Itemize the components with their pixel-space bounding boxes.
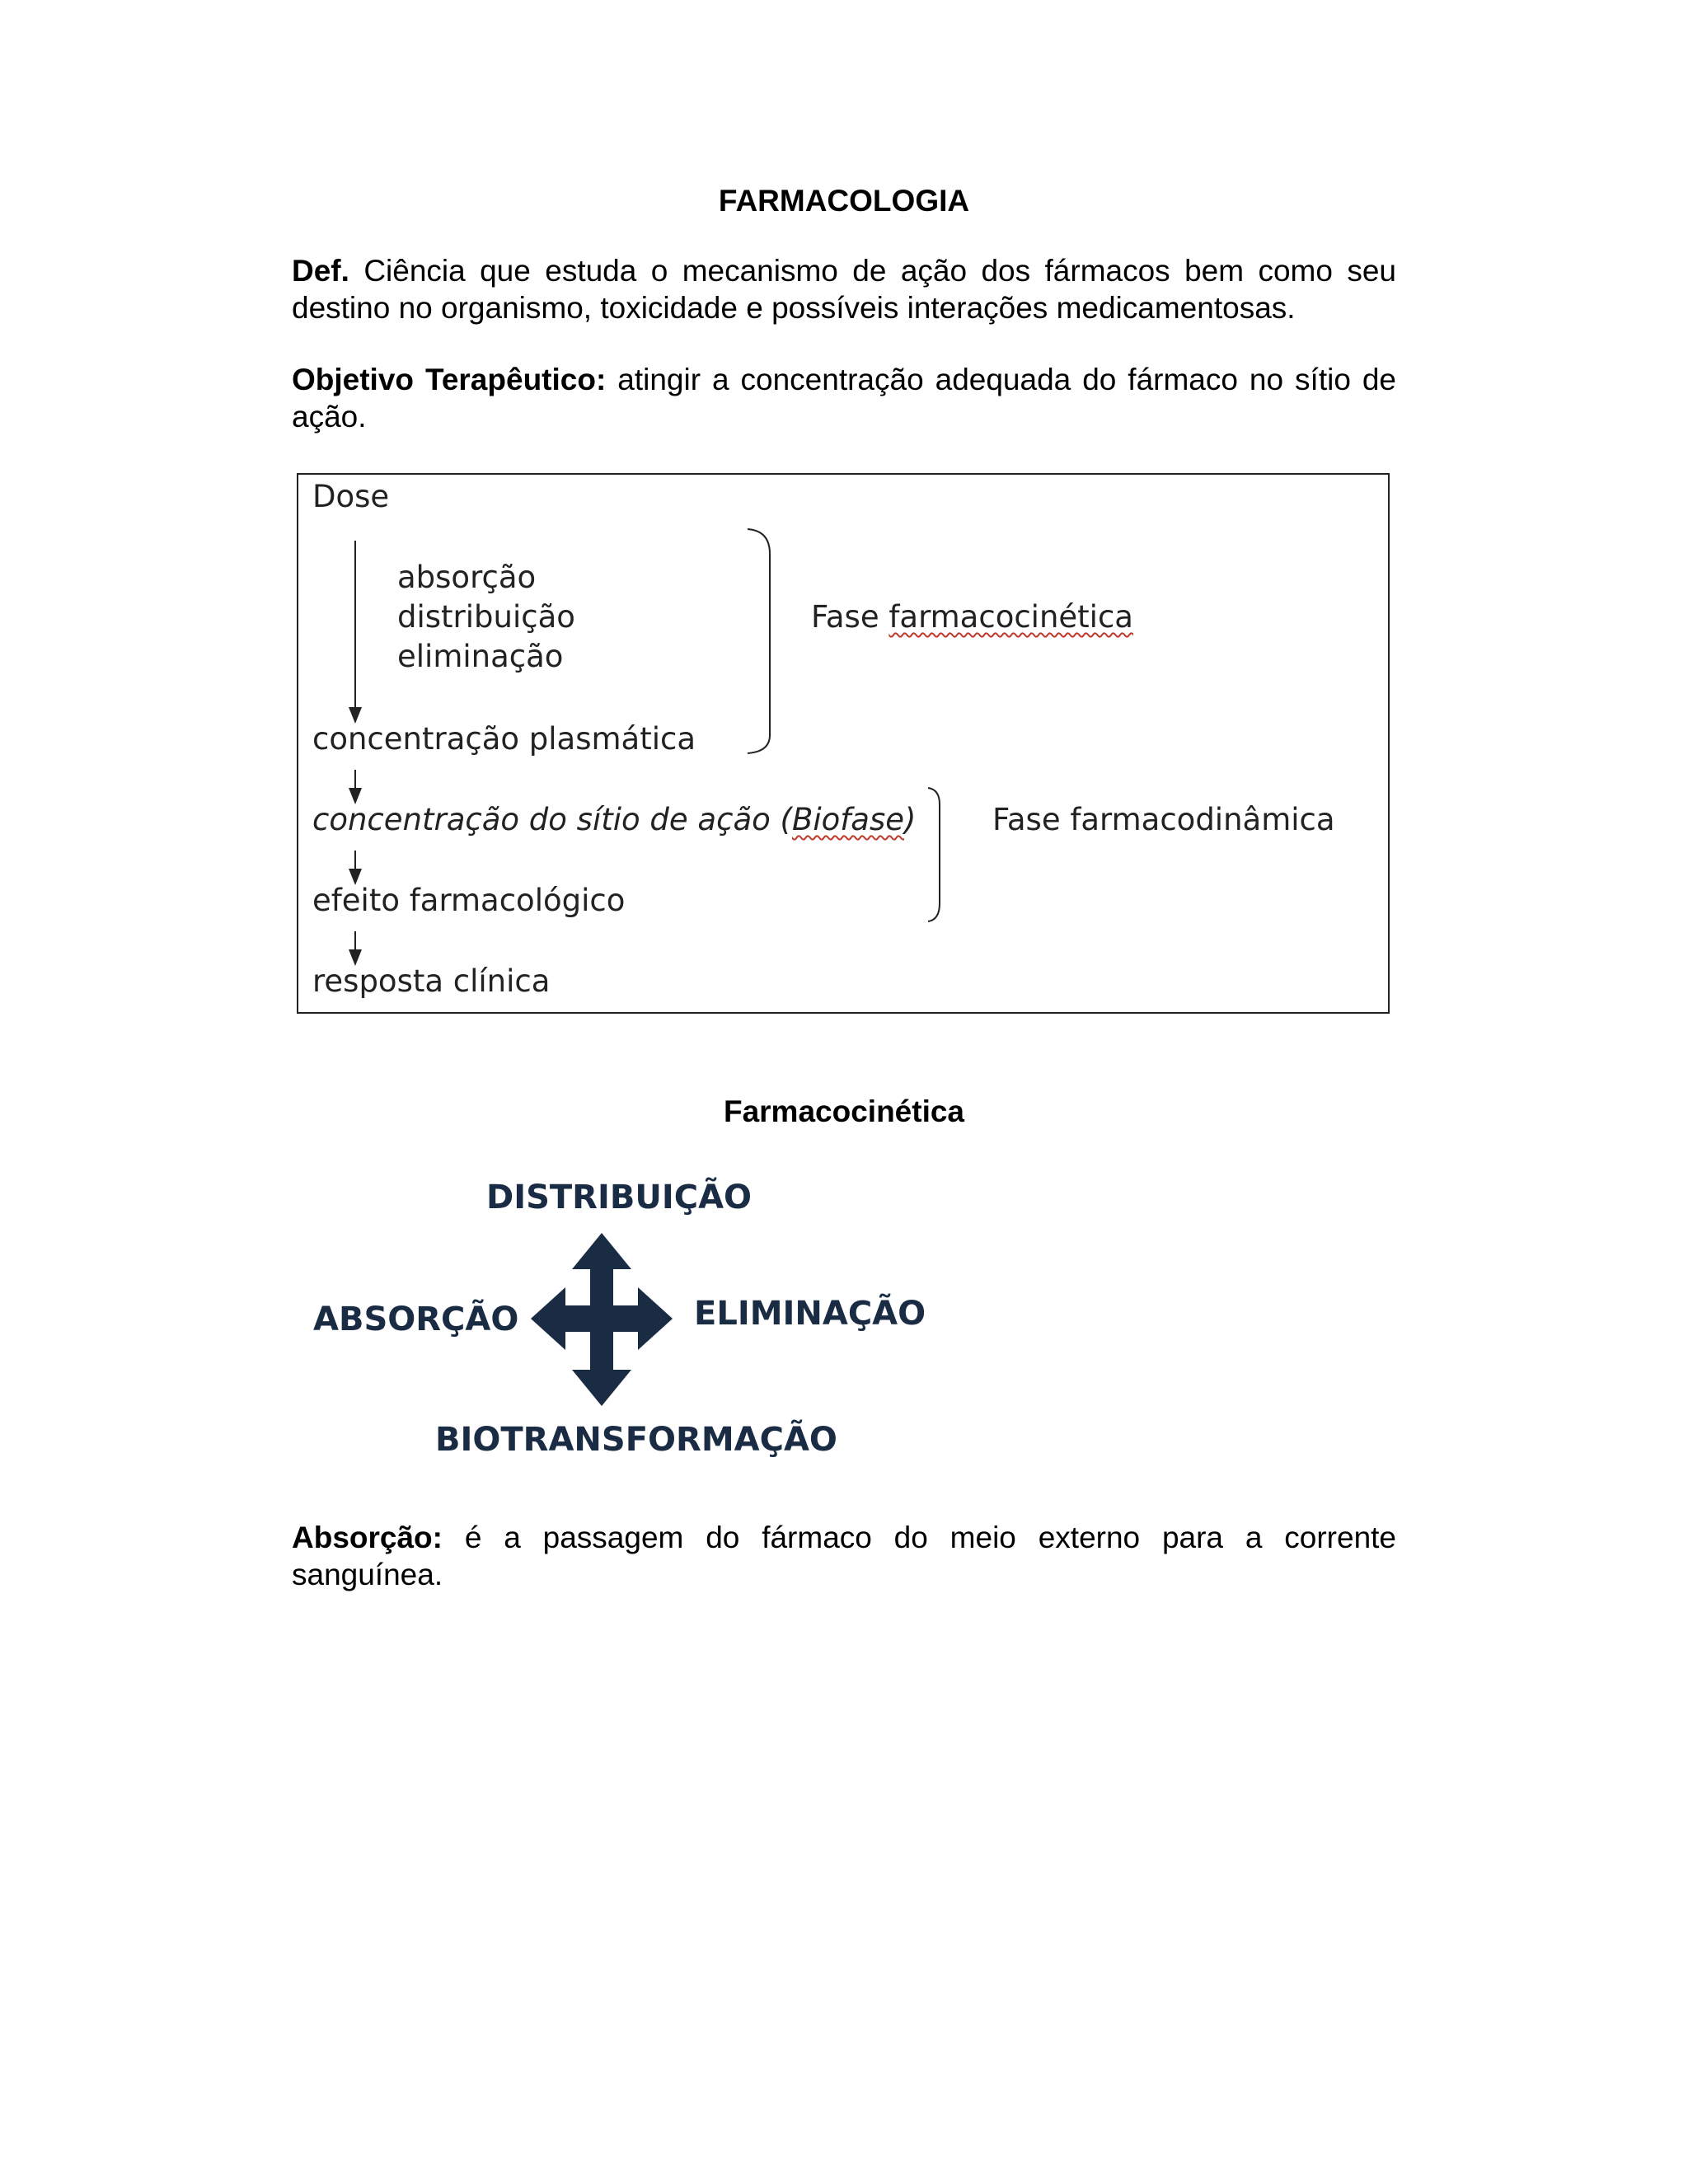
flow-effect: efeito farmacológico — [312, 883, 626, 918]
absorption-label: Absorção: — [292, 1521, 443, 1554]
flow-process-elimination: eliminação — [397, 639, 564, 674]
flow-phase-kinetic — [811, 598, 1133, 636]
four-way-arrow-icon — [531, 1233, 673, 1406]
brace-kinetic — [748, 529, 770, 753]
pk-label-elimination: ELIMINAÇÃO — [694, 1295, 926, 1333]
pharmacology-flow-diagram — [297, 473, 1390, 1014]
flow-site-biofase: Biofase — [791, 802, 905, 837]
pk-label-absorption: ABSORÇÃO — [313, 1301, 519, 1338]
flow-process-distribution: distribuição — [397, 599, 575, 635]
objective-text: atingir a concentração adequada do fármaco no sítio de ação. — [292, 363, 1397, 434]
definition-text: Ciência que estuda o mecanismo de ação dos fármacos bem como seu destino no organismo, toxicidade e possíveis interações medicamentosas. — [292, 254, 1396, 325]
flow-site-concentration — [312, 801, 916, 839]
flow-phase-dynamic: Fase farmacodinâmica — [992, 802, 1335, 837]
flow-plasma-concentration: concentração plasmática — [312, 721, 696, 757]
flow-phase-kinetic-prefix: Fase — [811, 599, 889, 635]
flow-response: resposta clínica — [312, 963, 551, 999]
definition-paragraph — [292, 252, 1396, 326]
brace-dynamic — [928, 788, 940, 921]
definition-label: Def. — [292, 254, 349, 288]
flow-process-absorption: absorção — [397, 560, 537, 595]
absorption-paragraph — [292, 1519, 1396, 1593]
objective-paragraph — [292, 361, 1396, 435]
flow-site-prefix: concentração do sítio de ação ( — [312, 802, 792, 837]
pk-label-distribution: DISTRIBUIÇÃO — [486, 1179, 753, 1216]
page-title: FARMACOLOGIA — [718, 184, 970, 218]
flow-site-suffix: ) — [904, 802, 917, 837]
section-title-pharmacokinetics: Farmacocinética — [723, 1094, 965, 1128]
flow-dose: Dose — [312, 479, 390, 514]
absorption-text: é a passagem do fármaco do meio externo para a corrente sanguínea. — [292, 1521, 1396, 1591]
flow-phase-kinetic-word: farmacocinética — [889, 599, 1133, 635]
objective-label: Objetivo Terapêutico: — [292, 363, 607, 396]
pk-label-biotransformation: BIOTRANSFORMAÇÃO — [435, 1421, 837, 1459]
